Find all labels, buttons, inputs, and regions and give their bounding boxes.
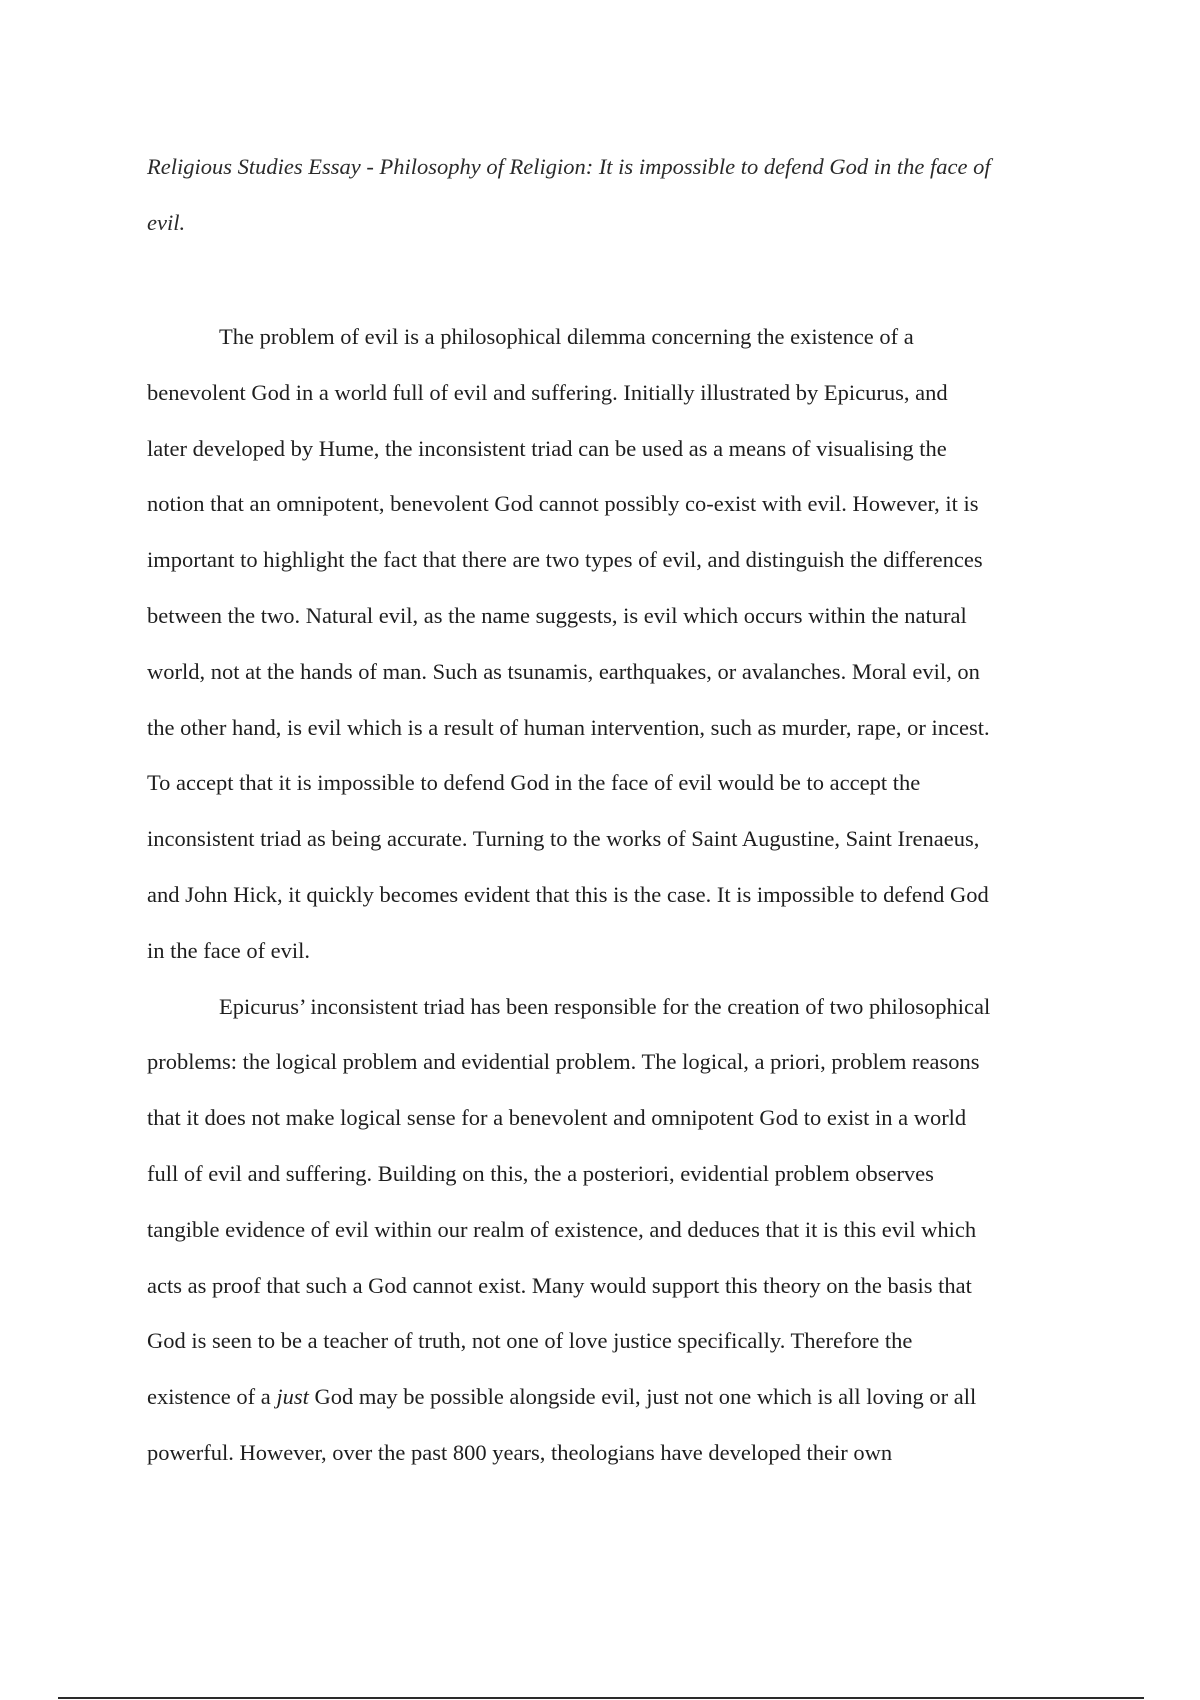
paragraph-line: powerful. However, over the past 800 years, theologians have developed their own [147, 1439, 893, 1465]
paragraph-line: world, not at the hands of man. Such as tsunamis, earthquakes, or avalanches. Moral evil, on [147, 658, 980, 684]
paragraph-line: later developed by Hume, the inconsistent triad can be used as a means of visualising the [147, 435, 947, 461]
paragraph-introduction [147, 309, 1067, 979]
line-segment: existence of a [147, 1384, 277, 1410]
paragraph-line: inconsistent triad as being accurate. Turning to the works of Saint Augustine, Saint Irenaeus, [147, 826, 980, 852]
paragraph-line: in the face of evil. [147, 937, 311, 963]
paragraph-line-with-emphasis [147, 1369, 1067, 1425]
paragraph-line: between the two. Natural evil, as the name suggests, is evil which occurs within the natural [147, 602, 967, 628]
essay-body [147, 309, 1067, 1481]
paragraph-line: the other hand, is evil which is a result of human intervention, such as murder, rape, or incest. [147, 714, 990, 740]
paragraph-line: important to highlight the fact that there are two types of evil, and distinguish the differences [147, 547, 983, 573]
essay-title-line: evil. [147, 209, 186, 235]
paragraph-epicurus-triad [147, 979, 1067, 1481]
paragraph-line: To accept that it is impossible to defend God in the face of evil would be to accept the [147, 770, 921, 796]
essay-title [147, 139, 1067, 251]
paragraph-line: acts as proof that such a God cannot exist. Many would support this theory on the basis that [147, 1272, 972, 1298]
paragraph-line: that it does not make logical sense for a benevolent and omnipotent God to exist in a world [147, 1105, 967, 1131]
paragraph-line: full of evil and suffering. Building on this, the a posteriori, evidential problem observes [147, 1160, 934, 1186]
paragraph-line: tangible evidence of evil within our realm of existence, and deduces that it is this evil which [147, 1216, 977, 1242]
page-bottom-rule [58, 1697, 1144, 1699]
line-segment: God may be possible alongside evil, just not one which is all loving or all [308, 1384, 977, 1410]
paragraph-line: notion that an omnipotent, benevolent God cannot possibly co-exist with evil. However, it is [147, 491, 979, 517]
essay-title-line: Religious Studies Essay - Philosophy of Religion: It is impossible to defend God in the face of [147, 154, 991, 179]
paragraph-line: problems: the logical problem and evidential problem. The logical, a priori, problem reasons [147, 1049, 980, 1075]
paragraph-line: God is seen to be a teacher of truth, not one of love justice specifically. Therefore the [147, 1328, 913, 1354]
paragraph-line: Epicurus’ inconsistent triad has been responsible for the creation of two philosophical [219, 993, 991, 1019]
paragraph-line: The problem of evil is a philosophical dilemma concerning the existence of a [219, 324, 914, 349]
paragraph-line: and John Hick, it quickly becomes evident that this is the case. It is impossible to defend God [147, 881, 989, 907]
paragraph-line: benevolent God in a world full of evil and suffering. Initially illustrated by Epicurus, and [147, 379, 948, 405]
emphasized-word: just [276, 1384, 309, 1410]
